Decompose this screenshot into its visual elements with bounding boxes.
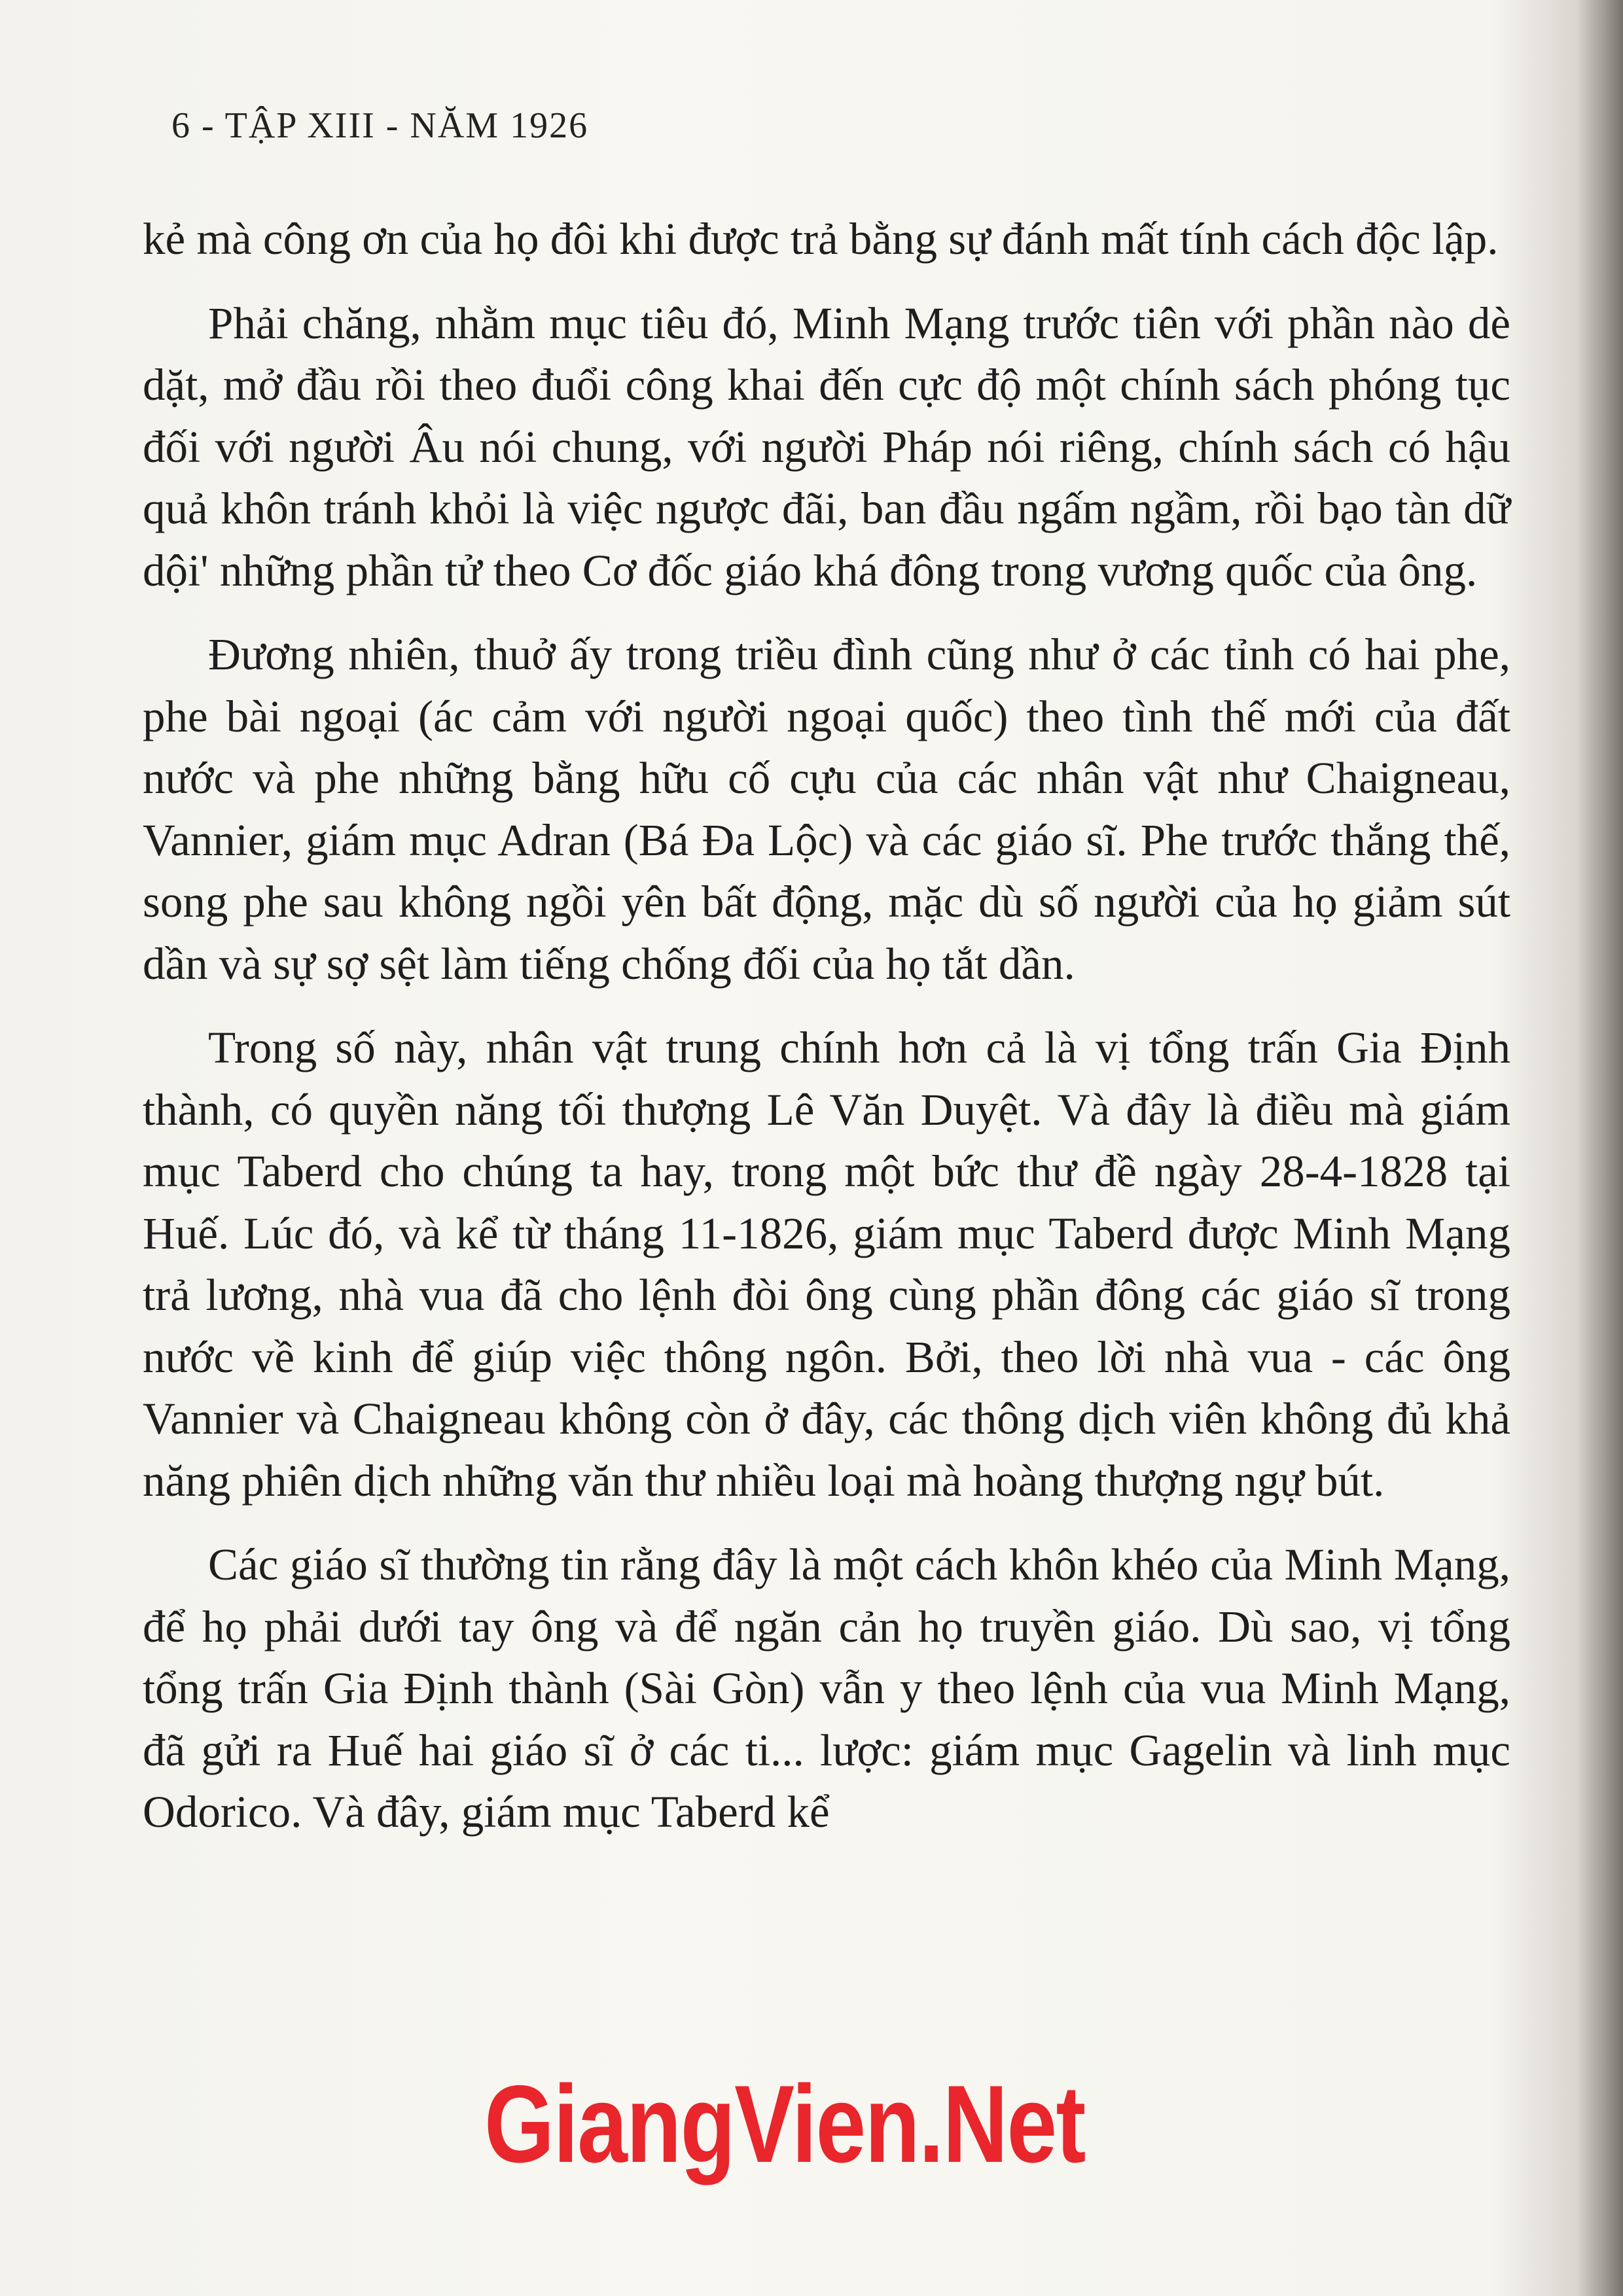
paragraph-3: Đương nhiên, thuở ấy trong triều đình cũng như ở các tỉnh có hai phe, phe bài ngoại (ác cảm với người ngoại quốc) theo tình thế mới của đất nước và phe những bằng hữu cố cựu của các nhân vật như Chaigneau, Vannier, giám mục Adran (Bá Đa Lộc) và các giáo sĩ. Phe trước thắng thế, song phe sau không ngồi yên bất động, mặc dù số người của họ giảm sút dần và sự sợ sệt làm tiếng chống đối của họ tắt dần.	[143, 629, 1510, 989]
watermark-logo: GiangVien.Net	[484, 2062, 1085, 2185]
running-header: 6 - TẬP XIII - NĂM 1926	[171, 105, 589, 146]
paragraph-5: Các giáo sĩ thường tin rằng đây là một cách khôn khéo của Minh Mạng, để họ phải dưới tay ông và để ngăn cản họ truyền giáo. Dù sao, vị tổng tổng trấn Gia Định thành (Sài Gòn) vẫn y theo lệnh của vua Minh Mạng, đã gửi ra Huế hai giáo sĩ ở các ti... lược: giám mục Gagelin và linh mục Odorico. Và đây, giám mục Taberd kể	[143, 1540, 1510, 1837]
body-text	[143, 208, 1510, 1865]
paragraph-1: kẻ mà công ơn của họ đôi khi được trả bằng sự đánh mất tính cách độc lập.	[143, 214, 1499, 264]
paragraph-4: Trong số này, nhân vật trung chính hơn cả là vị tổng trấn Gia Định thành, có quyền năng tối thượng Lê Văn Duyệt. Và đây là điều mà giám mục Taberd cho chúng ta hay, trong một bức thư đề ngày 28-4-1828 tại Huế. Lúc đó, và kể từ tháng 11-1826, giám mục Taberd được Minh Mạng trả lương, nhà vua đã cho lệnh đòi ông cùng phần đông các giáo sĩ trong nước về kinh để giúp việc thông ngôn. Bởi, theo lời nhà vua - các ông Vannier và Chaigneau không còn ở đây, các thông dịch viên không đủ khả năng phiên dịch những văn thư nhiều loại mà hoàng thượng ngự bút.	[143, 1023, 1510, 1506]
paragraph-2: Phải chăng, nhằm mục tiêu đó, Minh Mạng trước tiên với phần nào dè dặt, mở đầu rồi theo đuổi công khai đến cực độ một chính sách phóng tục đối với người Âu nói chung, với người Pháp nói riêng, chính sách có hậu quả khôn tránh khỏi là việc ngược đãi, ban đầu ngấm ngầm, rồi bạo tàn dữ dội' những phần tử theo Cơ đốc giáo khá đông trong vương quốc của ông.	[143, 298, 1510, 595]
page-binding-shadow	[1577, 0, 1623, 2296]
